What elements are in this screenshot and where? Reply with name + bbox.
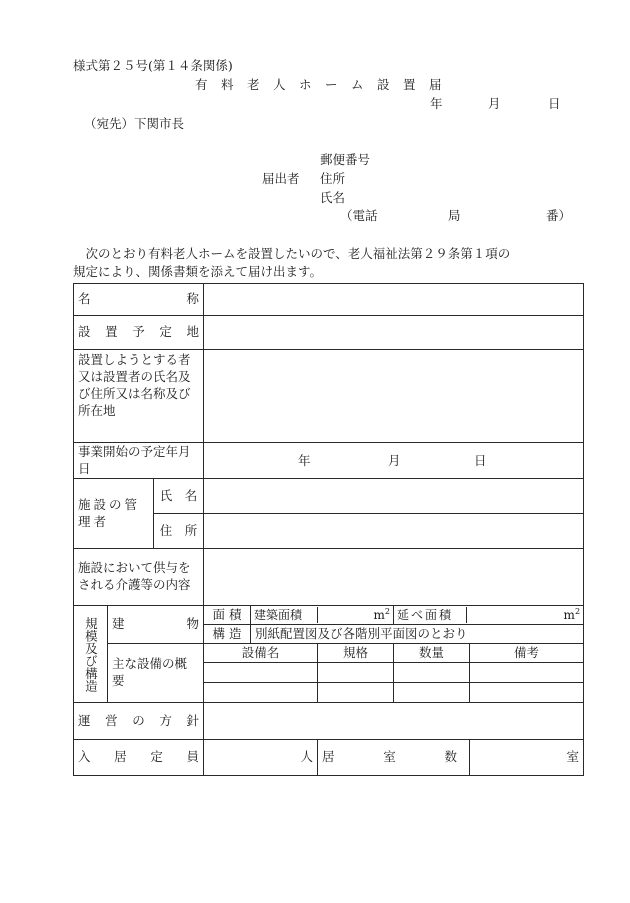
site-row-label: 設 置 予 定 地: [74, 316, 204, 350]
rooms-unit: 室: [566, 749, 580, 765]
capacity-field[interactable]: [204, 740, 318, 776]
start-month: 月: [388, 453, 401, 468]
equipment-header-quantity: 数量: [394, 644, 470, 663]
date-month: 月: [488, 96, 501, 111]
building-area-label: 建築面積: [251, 607, 318, 622]
floor-area-label: 延べ面積: [394, 607, 467, 622]
equipment-remarks-cell[interactable]: [470, 683, 584, 703]
policy-field[interactable]: [204, 703, 584, 740]
rooms-label: 居 室 数: [318, 740, 470, 776]
manager-name-field[interactable]: [204, 479, 584, 514]
form-title: 有 料 老 人 ホ ー ム 設 置 届: [195, 77, 443, 92]
building-label: 建 物: [108, 606, 204, 644]
equipment-name-cell[interactable]: [204, 683, 318, 703]
planned-site-field[interactable]: [204, 316, 584, 350]
equipment-header-name: 設備名: [204, 644, 318, 663]
start-date-row-label: 事業開始の予定年月日: [74, 443, 204, 479]
area-label: 面 積: [204, 606, 251, 625]
postal-code-label: 郵便番号: [320, 152, 371, 167]
floor-area-cell: [394, 606, 584, 625]
start-year: 年: [298, 453, 311, 468]
capacity-unit: 人: [300, 749, 313, 765]
addressee: （宛先）下関市長: [84, 116, 185, 131]
equipment-label: 主な設備の概要: [108, 644, 204, 703]
equipment-header-spec: 規格: [318, 644, 394, 663]
address-label: 住所: [320, 171, 346, 186]
manager-row-label: 施設の管理者: [74, 479, 154, 549]
equipment-quantity-cell[interactable]: [394, 663, 470, 683]
equipment-header-remarks: 備考: [470, 644, 584, 663]
founder-row-label: 設置しようとする者又は設置者の氏名及び住所又は名称及び所在地: [74, 350, 204, 443]
phone-exchange: 局: [448, 208, 461, 223]
phone-number: 番）: [546, 208, 572, 223]
applicant-label: 届出者: [262, 171, 300, 186]
care-content-field[interactable]: [204, 549, 584, 606]
capacity-row-label: 入 居 定 員: [74, 740, 204, 776]
building-area-field[interactable]: $m^2$: [373, 607, 390, 623]
name-label: 氏名: [320, 190, 346, 205]
facility-name-field[interactable]: [204, 284, 584, 316]
building-area-cell: [251, 606, 394, 625]
floor-area-field[interactable]: $m^2$: [563, 607, 581, 623]
start-date-field[interactable]: [204, 443, 584, 479]
name-row-label: 名 称: [74, 284, 204, 316]
notification-form-table: [73, 283, 584, 776]
manager-address-field[interactable]: [204, 514, 584, 549]
equipment-spec-cell[interactable]: [318, 683, 394, 703]
form-number: 様式第２５号(第１４条関係): [73, 58, 233, 73]
care-row-label: 施設において供与をされる介護等の内容: [74, 549, 204, 606]
date-year: 年: [430, 96, 443, 111]
phone-label: （電話: [340, 208, 378, 223]
equipment-quantity-cell[interactable]: [394, 683, 470, 703]
equipment-remarks-cell[interactable]: [470, 663, 584, 683]
intro-line-2: 規定により、関係書類を添えて届け出ます。: [73, 264, 323, 279]
start-day: 日: [474, 453, 487, 468]
equipment-name-cell[interactable]: [204, 663, 318, 683]
rooms-field[interactable]: [470, 740, 584, 776]
manager-address-label: 住 所: [154, 514, 204, 549]
equipment-spec-cell[interactable]: [318, 663, 394, 683]
manager-name-label: 氏 名: [154, 479, 204, 514]
date-day: 日: [548, 96, 561, 111]
scale-structure-label: 規模及び構造: [74, 606, 108, 703]
intro-line-1: 次のとおり有料老人ホームを設置したいので、老人福祉法第２９条第１項の: [73, 246, 511, 261]
structure-value: 別紙配置図及び各階別平面図のとおり: [251, 625, 584, 644]
founder-field[interactable]: [204, 350, 584, 443]
policy-row-label: 運 営 の 方 針: [74, 703, 204, 740]
structure-label: 構 造: [204, 625, 251, 644]
